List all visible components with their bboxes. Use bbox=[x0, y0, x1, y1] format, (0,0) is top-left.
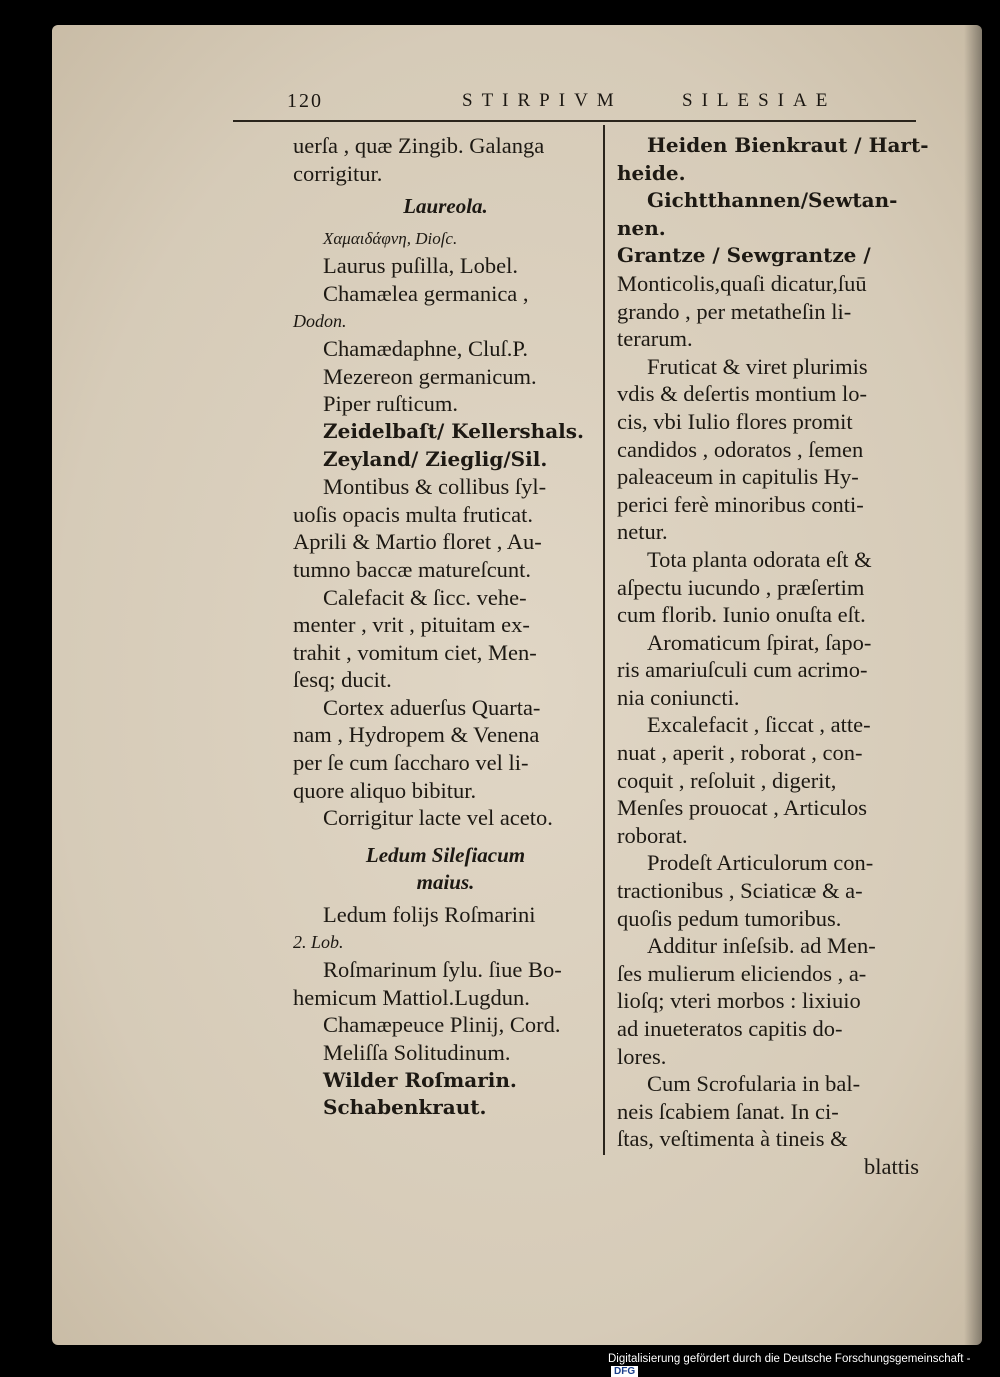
digitization-credit bbox=[608, 1353, 1000, 1377]
text-line: neis ſcabiem ſanat. In ci- bbox=[617, 1098, 839, 1124]
text-line: Fruticat & viret plurimis bbox=[647, 353, 868, 379]
text-line: trahit , vomitum ciet, Men- bbox=[293, 639, 537, 665]
text-line: Additur inſeſsib. ad Men- bbox=[647, 933, 876, 959]
german-name-line: Gichtthannen/Sewtan- bbox=[647, 188, 898, 213]
text-line: lores. bbox=[617, 1043, 667, 1069]
text-line: tumno baccæ matureſcunt. bbox=[293, 556, 532, 582]
text-line: cum florib. Iunio onuſta eſt. bbox=[617, 602, 866, 628]
text-line: Aprili & Martio floret , Au- bbox=[293, 529, 542, 555]
text-line: grando , per metatheſin li- bbox=[617, 298, 852, 324]
dfg-logo: DFG bbox=[611, 1366, 638, 1377]
text-line: ris amariuſculi cum acrimo- bbox=[617, 657, 868, 683]
text-line: ſesq; ducit. bbox=[293, 667, 392, 693]
text-line: Corrigitur lacte vel aceto. bbox=[323, 805, 553, 831]
section-heading: Laureola. bbox=[403, 194, 488, 219]
header-rule bbox=[233, 120, 916, 122]
text-line: nam , Hydropem & Venena bbox=[293, 722, 540, 748]
text-line: terarum. bbox=[617, 326, 693, 352]
section-heading: Ledum Sileſiacum bbox=[365, 842, 526, 867]
text-line: corrigitur. bbox=[293, 160, 383, 186]
text-line: uerſa , quæ Zingib. Galanga bbox=[293, 133, 545, 158]
text-line: hemicum Mattiol.Lugdun. bbox=[293, 984, 530, 1010]
text-line: quore aliquo bibitur. bbox=[293, 777, 477, 803]
header-title-word-1: STIRPIVM bbox=[462, 90, 623, 111]
german-name-line: Zeidelbaſt/ Kellershals. bbox=[323, 418, 584, 443]
catchword: blattis bbox=[864, 1153, 919, 1179]
text-line: candidos , odoratos , ſemen bbox=[617, 436, 864, 462]
german-name-line: Heiden Bienkraut / Hart- bbox=[647, 133, 929, 157]
text-line: Meliſſa Solitudinum. bbox=[323, 1040, 511, 1065]
column-divider bbox=[603, 125, 605, 1155]
text-line: ad inueteratos capitis do- bbox=[617, 1016, 843, 1041]
text-line: Monticolis,quaſi dicatur,ſuū bbox=[617, 270, 867, 296]
text-line: Dodon. bbox=[293, 310, 347, 331]
text-line: menter , vrit , pituitam ex- bbox=[293, 612, 530, 638]
text-line: Menſes prouocat , Articulos bbox=[617, 795, 867, 821]
text-line: paleaceum in capitulis Hy- bbox=[617, 464, 859, 490]
text-line: netur. bbox=[617, 519, 668, 545]
text-line: perici ferè minoribus conti- bbox=[617, 491, 864, 517]
text-line: Chamædaphne, Cluſ.P. bbox=[323, 336, 529, 362]
left-column bbox=[293, 132, 598, 1122]
text-line: uoſis opacis multa fruticat. bbox=[293, 501, 533, 527]
text-line: Cortex aduerſus Quarta- bbox=[323, 694, 541, 720]
german-name-line: Grantze / Sewgrantze / bbox=[617, 243, 871, 268]
text-line: Prodeſt Articulorum con- bbox=[647, 850, 874, 876]
text-line: aſpectu iucundo , præſertim bbox=[617, 574, 865, 600]
text-line: vdis & deſertis montium lo- bbox=[617, 381, 867, 407]
german-name-line: nen. bbox=[617, 215, 666, 240]
german-name-line: Wilder Roſmarin. bbox=[323, 1067, 517, 1092]
text-line: 2. Lob. bbox=[293, 931, 344, 952]
text-line: nia coniuncti. bbox=[617, 684, 740, 710]
text-line: per ſe cum ſaccharo vel li- bbox=[293, 750, 529, 776]
section-heading: maius. bbox=[416, 870, 475, 895]
german-name-line: heide. bbox=[617, 160, 686, 185]
text-line: Montibus & collibus ſyl- bbox=[323, 474, 547, 500]
header-title-word-2: SILESIAE bbox=[682, 90, 837, 111]
text-line: nuat , aperit , roborat , con- bbox=[617, 740, 863, 766]
text-line: ſtas, veſtimenta à tineis & bbox=[617, 1126, 848, 1152]
text-line: tractionibus , Sciaticæ & a- bbox=[617, 878, 863, 904]
text-line: Piper ruſticum. bbox=[323, 391, 458, 417]
text-line: Excalefacit , ſiccat , atte- bbox=[647, 712, 871, 738]
text-line: Laurus puſilla, Lobel. bbox=[323, 253, 518, 279]
page-number: 120 bbox=[287, 90, 323, 112]
text-line: quoſis pedum tumoribus. bbox=[617, 905, 842, 931]
text-line: Calefacit & ſicc. vehe- bbox=[323, 584, 527, 610]
text-line: Ledum folijs Roſmarini bbox=[323, 902, 536, 928]
text-line: lioſq; vteri morbos : lixiuio bbox=[617, 988, 861, 1014]
german-name-line: Zeyland/ Zieglig/Sil. bbox=[323, 446, 548, 471]
text-line: ſes mulierum eliciendos , a- bbox=[617, 960, 867, 986]
text-line: cis, vbi Iulio flores promit bbox=[617, 408, 853, 434]
text-line: Mezereon germanicum. bbox=[323, 363, 537, 389]
text-line: roborat. bbox=[617, 822, 688, 848]
german-name-line: Schabenkraut. bbox=[323, 1095, 487, 1120]
text-line: Chamæpeuce Plinij, Cord. bbox=[323, 1012, 561, 1038]
text-line: Aromaticum ſpirat, ſapo- bbox=[647, 629, 872, 655]
credit-text: Digitalisierung gefördert durch die Deutsche Forschungsgemeinschaft - bbox=[608, 1353, 971, 1365]
text-line: coquit , reſoluit , digerit, bbox=[617, 767, 837, 793]
right-column bbox=[617, 132, 929, 1181]
text-line: Cum Scrofularia in bal- bbox=[647, 1071, 861, 1097]
text-line: Tota planta odorata eſt & bbox=[647, 546, 872, 572]
text-line: Chamælea germanica , bbox=[323, 280, 529, 306]
text-line: Χαμαιδάφνη, Dioſc. bbox=[323, 228, 458, 248]
text-line: Roſmarinum ſylu. ſiue Bo- bbox=[323, 957, 562, 983]
running-header bbox=[287, 90, 867, 120]
